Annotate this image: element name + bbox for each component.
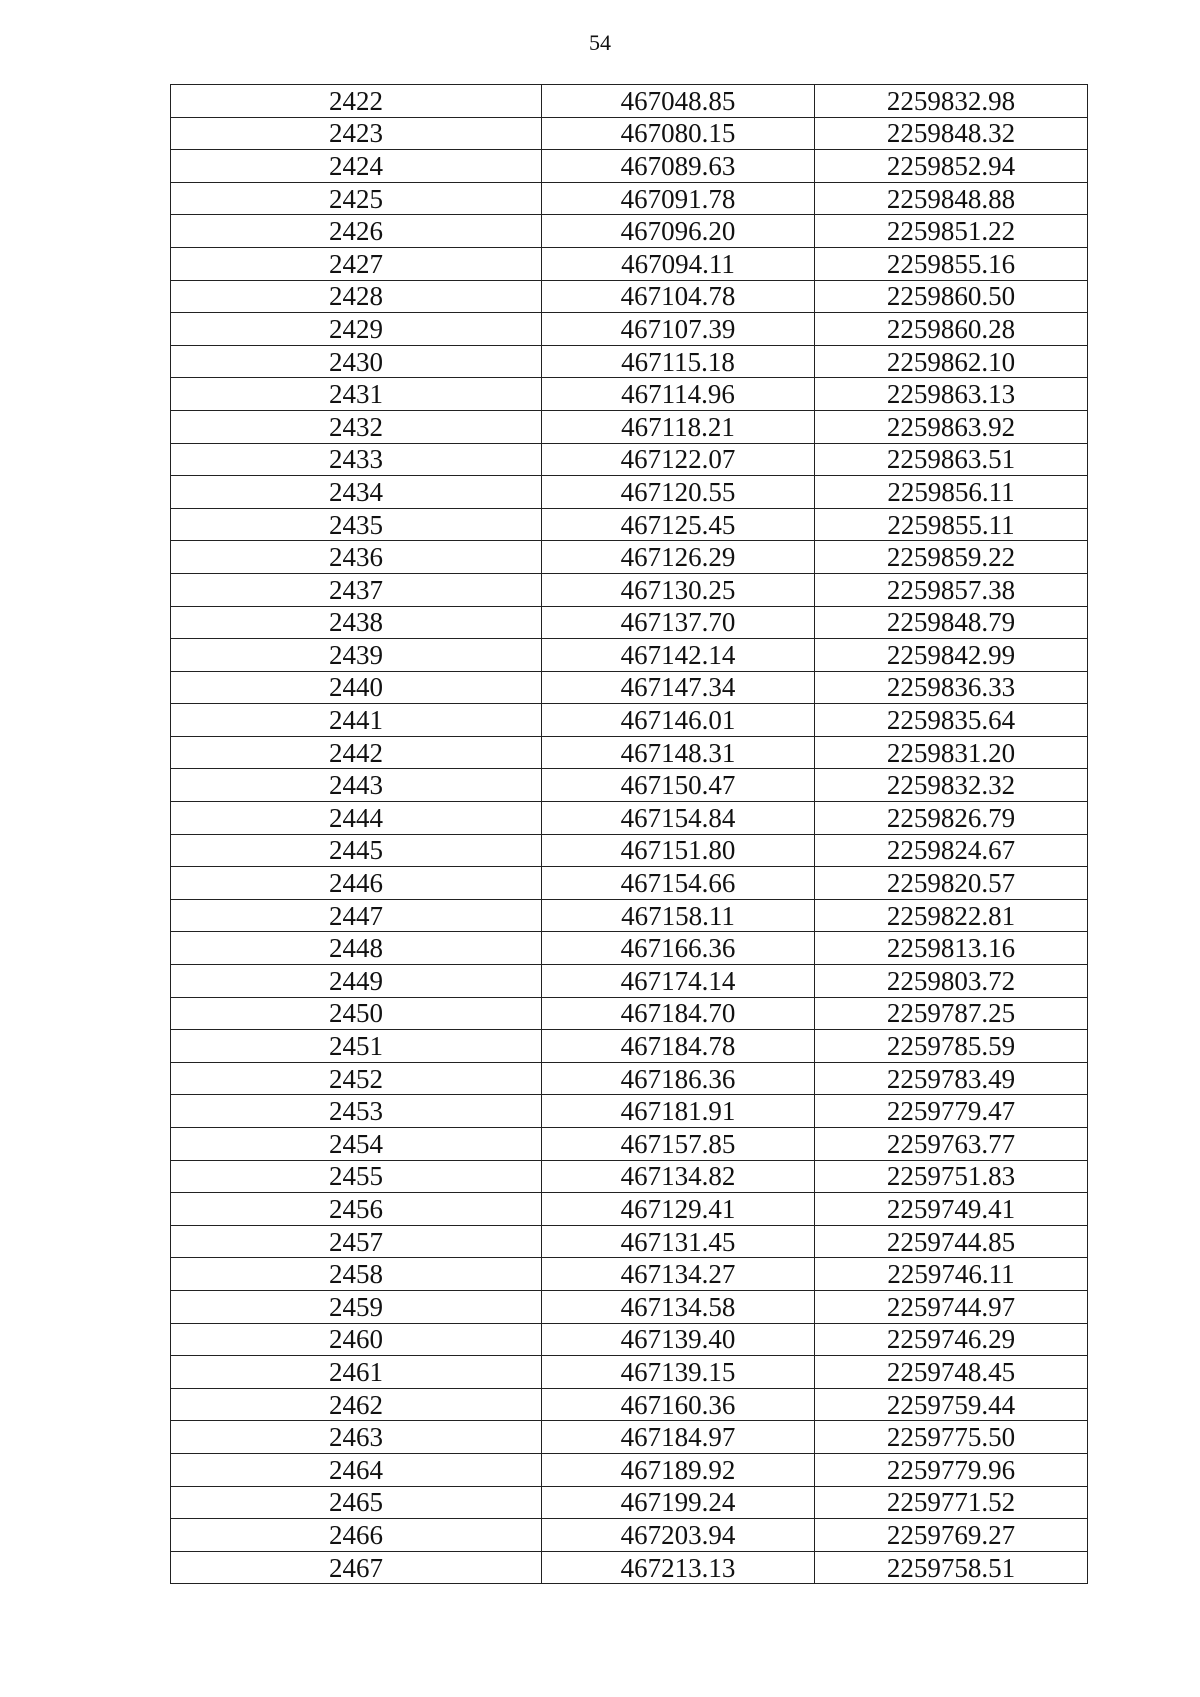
table-row — [171, 280, 1088, 313]
y-coordinate-cell: 2259813.16 — [815, 932, 1088, 965]
table-row — [171, 1030, 1088, 1063]
y-coordinate-cell: 2259860.50 — [815, 280, 1088, 313]
table-row — [171, 965, 1088, 998]
y-coordinate-cell: 2259785.59 — [815, 1030, 1088, 1063]
y-coordinate-cell: 2259855.11 — [815, 508, 1088, 541]
x-coordinate-cell: 467174.14 — [542, 965, 815, 998]
table-row — [171, 378, 1088, 411]
point-number-cell: 2462 — [171, 1388, 542, 1421]
point-number-cell: 2430 — [171, 345, 542, 378]
table-row — [171, 508, 1088, 541]
table-row — [171, 899, 1088, 932]
point-number-cell: 2434 — [171, 476, 542, 509]
x-coordinate-cell: 467129.41 — [542, 1193, 815, 1226]
x-coordinate-cell: 467186.36 — [542, 1062, 815, 1095]
x-coordinate-cell: 467154.84 — [542, 802, 815, 835]
x-coordinate-cell: 467096.20 — [542, 215, 815, 248]
y-coordinate-cell: 2259860.28 — [815, 313, 1088, 346]
table-row — [171, 1421, 1088, 1454]
table-row — [171, 476, 1088, 509]
x-coordinate-cell: 467154.66 — [542, 867, 815, 900]
x-coordinate-cell: 467107.39 — [542, 313, 815, 346]
y-coordinate-cell: 2259859.22 — [815, 541, 1088, 574]
x-coordinate-cell: 467104.78 — [542, 280, 815, 313]
y-coordinate-cell: 2259824.67 — [815, 834, 1088, 867]
table-row — [171, 997, 1088, 1030]
y-coordinate-cell: 2259848.32 — [815, 117, 1088, 150]
point-number-cell: 2465 — [171, 1486, 542, 1519]
table-row — [171, 639, 1088, 672]
point-number-cell: 2455 — [171, 1160, 542, 1193]
point-number-cell: 2450 — [171, 997, 542, 1030]
point-number-cell: 2429 — [171, 313, 542, 346]
point-number-cell: 2446 — [171, 867, 542, 900]
point-number-cell: 2467 — [171, 1551, 542, 1584]
table-row — [171, 345, 1088, 378]
x-coordinate-cell: 467147.34 — [542, 671, 815, 704]
x-coordinate-cell: 467160.36 — [542, 1388, 815, 1421]
y-coordinate-cell: 2259759.44 — [815, 1388, 1088, 1421]
point-number-cell: 2448 — [171, 932, 542, 965]
point-number-cell: 2425 — [171, 182, 542, 215]
table-row — [171, 802, 1088, 835]
x-coordinate-cell: 467126.29 — [542, 541, 815, 574]
table-row — [171, 1290, 1088, 1323]
point-number-cell: 2437 — [171, 573, 542, 606]
table-row — [171, 1519, 1088, 1552]
table-row — [171, 769, 1088, 802]
x-coordinate-cell: 467139.40 — [542, 1323, 815, 1356]
x-coordinate-cell: 467089.63 — [542, 150, 815, 183]
y-coordinate-cell: 2259751.83 — [815, 1160, 1088, 1193]
point-number-cell: 2460 — [171, 1323, 542, 1356]
table-row — [171, 1160, 1088, 1193]
table-row — [171, 1356, 1088, 1389]
point-number-cell: 2440 — [171, 671, 542, 704]
y-coordinate-cell: 2259746.11 — [815, 1258, 1088, 1291]
point-number-cell: 2426 — [171, 215, 542, 248]
y-coordinate-cell: 2259832.98 — [815, 85, 1088, 118]
x-coordinate-cell: 467118.21 — [542, 410, 815, 443]
x-coordinate-cell: 467157.85 — [542, 1128, 815, 1161]
point-number-cell: 2428 — [171, 280, 542, 313]
y-coordinate-cell: 2259779.47 — [815, 1095, 1088, 1128]
point-number-cell: 2438 — [171, 606, 542, 639]
point-number-cell: 2463 — [171, 1421, 542, 1454]
table-row — [171, 541, 1088, 574]
point-number-cell: 2451 — [171, 1030, 542, 1063]
table-row — [171, 704, 1088, 737]
x-coordinate-cell: 467134.82 — [542, 1160, 815, 1193]
y-coordinate-cell: 2259744.85 — [815, 1225, 1088, 1258]
y-coordinate-cell: 2259863.13 — [815, 378, 1088, 411]
point-number-cell: 2459 — [171, 1290, 542, 1323]
y-coordinate-cell: 2259826.79 — [815, 802, 1088, 835]
table-row — [171, 1193, 1088, 1226]
coordinates-table-body — [171, 85, 1088, 1584]
point-number-cell: 2427 — [171, 247, 542, 280]
table-row — [171, 606, 1088, 639]
table-row — [171, 834, 1088, 867]
y-coordinate-cell: 2259758.51 — [815, 1551, 1088, 1584]
table-row — [171, 1258, 1088, 1291]
point-number-cell: 2456 — [171, 1193, 542, 1226]
point-number-cell: 2458 — [171, 1258, 542, 1291]
x-coordinate-cell: 467150.47 — [542, 769, 815, 802]
point-number-cell: 2422 — [171, 85, 542, 118]
y-coordinate-cell: 2259863.92 — [815, 410, 1088, 443]
y-coordinate-cell: 2259763.77 — [815, 1128, 1088, 1161]
y-coordinate-cell: 2259848.79 — [815, 606, 1088, 639]
table-row — [171, 410, 1088, 443]
y-coordinate-cell: 2259779.96 — [815, 1453, 1088, 1486]
x-coordinate-cell: 467189.92 — [542, 1453, 815, 1486]
point-number-cell: 2452 — [171, 1062, 542, 1095]
x-coordinate-cell: 467130.25 — [542, 573, 815, 606]
point-number-cell: 2457 — [171, 1225, 542, 1258]
table-row — [171, 1486, 1088, 1519]
x-coordinate-cell: 467142.14 — [542, 639, 815, 672]
x-coordinate-cell: 467213.13 — [542, 1551, 815, 1584]
y-coordinate-cell: 2259749.41 — [815, 1193, 1088, 1226]
x-coordinate-cell: 467151.80 — [542, 834, 815, 867]
y-coordinate-cell: 2259822.81 — [815, 899, 1088, 932]
x-coordinate-cell: 467131.45 — [542, 1225, 815, 1258]
x-coordinate-cell: 467091.78 — [542, 182, 815, 215]
y-coordinate-cell: 2259832.32 — [815, 769, 1088, 802]
y-coordinate-cell: 2259744.97 — [815, 1290, 1088, 1323]
y-coordinate-cell: 2259771.52 — [815, 1486, 1088, 1519]
point-number-cell: 2423 — [171, 117, 542, 150]
page-number: 54 — [589, 30, 611, 55]
x-coordinate-cell: 467199.24 — [542, 1486, 815, 1519]
y-coordinate-cell: 2259852.94 — [815, 150, 1088, 183]
table-row — [171, 247, 1088, 280]
y-coordinate-cell: 2259851.22 — [815, 215, 1088, 248]
x-coordinate-cell: 467158.11 — [542, 899, 815, 932]
point-number-cell: 2431 — [171, 378, 542, 411]
point-number-cell: 2435 — [171, 508, 542, 541]
point-number-cell: 2441 — [171, 704, 542, 737]
x-coordinate-cell: 467115.18 — [542, 345, 815, 378]
point-number-cell: 2447 — [171, 899, 542, 932]
point-number-cell: 2424 — [171, 150, 542, 183]
point-number-cell: 2453 — [171, 1095, 542, 1128]
x-coordinate-cell: 467080.15 — [542, 117, 815, 150]
table-row — [171, 117, 1088, 150]
x-coordinate-cell: 467134.58 — [542, 1290, 815, 1323]
table-row — [171, 1551, 1088, 1584]
table-row — [171, 1062, 1088, 1095]
x-coordinate-cell: 467125.45 — [542, 508, 815, 541]
table-row — [171, 1225, 1088, 1258]
table-row — [171, 150, 1088, 183]
y-coordinate-cell: 2259803.72 — [815, 965, 1088, 998]
point-number-cell: 2433 — [171, 443, 542, 476]
point-number-cell: 2464 — [171, 1453, 542, 1486]
y-coordinate-cell: 2259857.38 — [815, 573, 1088, 606]
y-coordinate-cell: 2259783.49 — [815, 1062, 1088, 1095]
y-coordinate-cell: 2259856.11 — [815, 476, 1088, 509]
x-coordinate-cell: 467048.85 — [542, 85, 815, 118]
point-number-cell: 2432 — [171, 410, 542, 443]
point-number-cell: 2445 — [171, 834, 542, 867]
table-row — [171, 1095, 1088, 1128]
x-coordinate-cell: 467184.78 — [542, 1030, 815, 1063]
point-number-cell: 2454 — [171, 1128, 542, 1161]
x-coordinate-cell: 467122.07 — [542, 443, 815, 476]
y-coordinate-cell: 2259769.27 — [815, 1519, 1088, 1552]
table-row — [171, 85, 1088, 118]
table-row — [171, 1323, 1088, 1356]
y-coordinate-cell: 2259835.64 — [815, 704, 1088, 737]
x-coordinate-cell: 467184.70 — [542, 997, 815, 1030]
y-coordinate-cell: 2259746.29 — [815, 1323, 1088, 1356]
point-number-cell: 2439 — [171, 639, 542, 672]
x-coordinate-cell: 467137.70 — [542, 606, 815, 639]
y-coordinate-cell: 2259842.99 — [815, 639, 1088, 672]
y-coordinate-cell: 2259855.16 — [815, 247, 1088, 280]
x-coordinate-cell: 467148.31 — [542, 736, 815, 769]
y-coordinate-cell: 2259848.88 — [815, 182, 1088, 215]
point-number-cell: 2466 — [171, 1519, 542, 1552]
point-number-cell: 2449 — [171, 965, 542, 998]
y-coordinate-cell: 2259836.33 — [815, 671, 1088, 704]
table-row — [171, 867, 1088, 900]
y-coordinate-cell: 2259831.20 — [815, 736, 1088, 769]
point-number-cell: 2444 — [171, 802, 542, 835]
y-coordinate-cell: 2259748.45 — [815, 1356, 1088, 1389]
table-row — [171, 932, 1088, 965]
x-coordinate-cell: 467139.15 — [542, 1356, 815, 1389]
y-coordinate-cell: 2259863.51 — [815, 443, 1088, 476]
table-row — [171, 573, 1088, 606]
x-coordinate-cell: 467146.01 — [542, 704, 815, 737]
x-coordinate-cell: 467166.36 — [542, 932, 815, 965]
table-row — [171, 1388, 1088, 1421]
x-coordinate-cell: 467184.97 — [542, 1421, 815, 1454]
y-coordinate-cell: 2259787.25 — [815, 997, 1088, 1030]
table-row — [171, 313, 1088, 346]
x-coordinate-cell: 467120.55 — [542, 476, 815, 509]
table-row — [171, 736, 1088, 769]
point-number-cell: 2442 — [171, 736, 542, 769]
x-coordinate-cell: 467114.96 — [542, 378, 815, 411]
x-coordinate-cell: 467094.11 — [542, 247, 815, 280]
table-row — [171, 215, 1088, 248]
table-row — [171, 443, 1088, 476]
table-row — [171, 182, 1088, 215]
y-coordinate-cell: 2259862.10 — [815, 345, 1088, 378]
y-coordinate-cell: 2259820.57 — [815, 867, 1088, 900]
point-number-cell: 2436 — [171, 541, 542, 574]
point-number-cell: 2443 — [171, 769, 542, 802]
x-coordinate-cell: 467134.27 — [542, 1258, 815, 1291]
y-coordinate-cell: 2259775.50 — [815, 1421, 1088, 1454]
coordinates-table — [170, 84, 1088, 1584]
point-number-cell: 2461 — [171, 1356, 542, 1389]
table-row — [171, 1128, 1088, 1161]
x-coordinate-cell: 467181.91 — [542, 1095, 815, 1128]
x-coordinate-cell: 467203.94 — [542, 1519, 815, 1552]
table-row — [171, 671, 1088, 704]
table-row — [171, 1453, 1088, 1486]
